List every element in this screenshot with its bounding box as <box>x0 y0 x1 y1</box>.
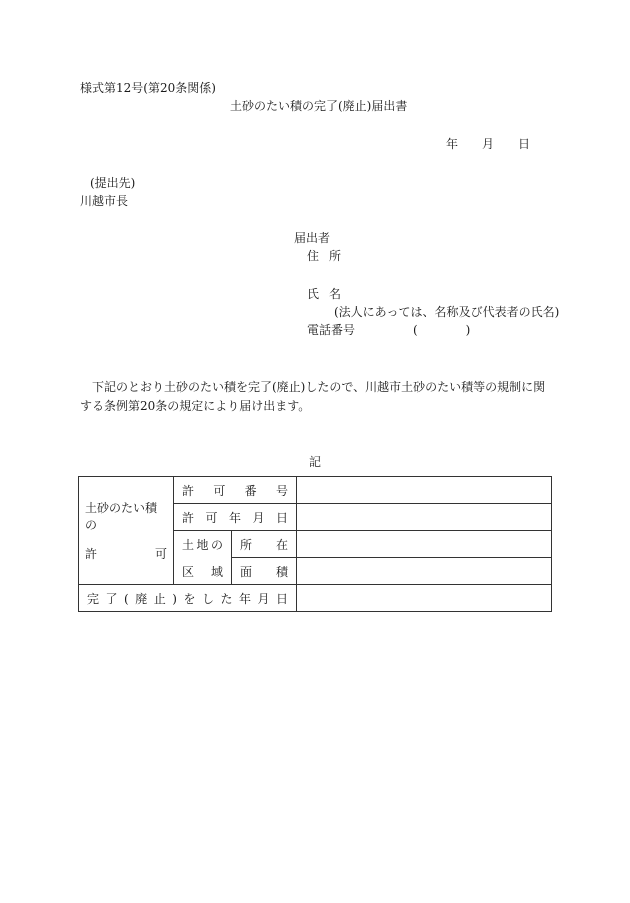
address-label: 住所 <box>307 249 352 263</box>
form-number: 様式第12号(第20条関係) <box>80 81 216 95</box>
table-row <box>79 477 552 504</box>
day-label: 日 <box>518 137 531 151</box>
permit-number-value[interactable] <box>297 477 552 504</box>
year-label: 年 <box>446 137 459 151</box>
table-row <box>79 585 552 612</box>
area-label: 面積 <box>232 558 297 585</box>
completion-date-value[interactable] <box>297 585 552 612</box>
permit-group-cell <box>79 477 174 585</box>
date-line <box>446 137 530 151</box>
permit-group-line1: 土砂のたい積の <box>85 501 158 532</box>
body-text: 下記のとおり土砂のたい積を完了(廃止)したので、川越市土砂のたい積等の規制に関する条例第20条の規定により届け出ます。 <box>80 380 546 413</box>
permit-date-value[interactable] <box>297 504 552 531</box>
submitter-label: 届出者 <box>294 231 331 245</box>
phone-parens: ( ) <box>413 323 471 337</box>
phone-label: 電話番号 <box>307 323 356 337</box>
name-note: (法人にあっては、名称及び代表者の氏名) <box>334 305 560 319</box>
permit-date-label: 許可年月日 <box>174 504 297 531</box>
document-title: 土砂のたい積の完了(廃止)届出書 <box>230 99 408 113</box>
month-label: 月 <box>482 137 495 151</box>
land-area-line1: 土地の <box>182 537 223 552</box>
addressee-label: (提出先) <box>90 176 136 190</box>
permit-number-label: 許可番号 <box>174 477 297 504</box>
permit-table <box>78 476 552 612</box>
location-value[interactable] <box>297 531 552 558</box>
name-label: 氏名 <box>307 287 352 301</box>
completion-date-label: 完了(廃止)をした年月日 <box>79 585 297 612</box>
permit-group-line2: 許可 <box>85 547 167 561</box>
land-area-label <box>174 531 232 585</box>
ki-label: 記 <box>309 455 322 469</box>
location-label: 所在 <box>232 531 297 558</box>
area-value[interactable] <box>297 558 552 585</box>
land-area-line2: 区域 <box>182 564 223 579</box>
addressee-name: 川越市長 <box>80 194 129 208</box>
